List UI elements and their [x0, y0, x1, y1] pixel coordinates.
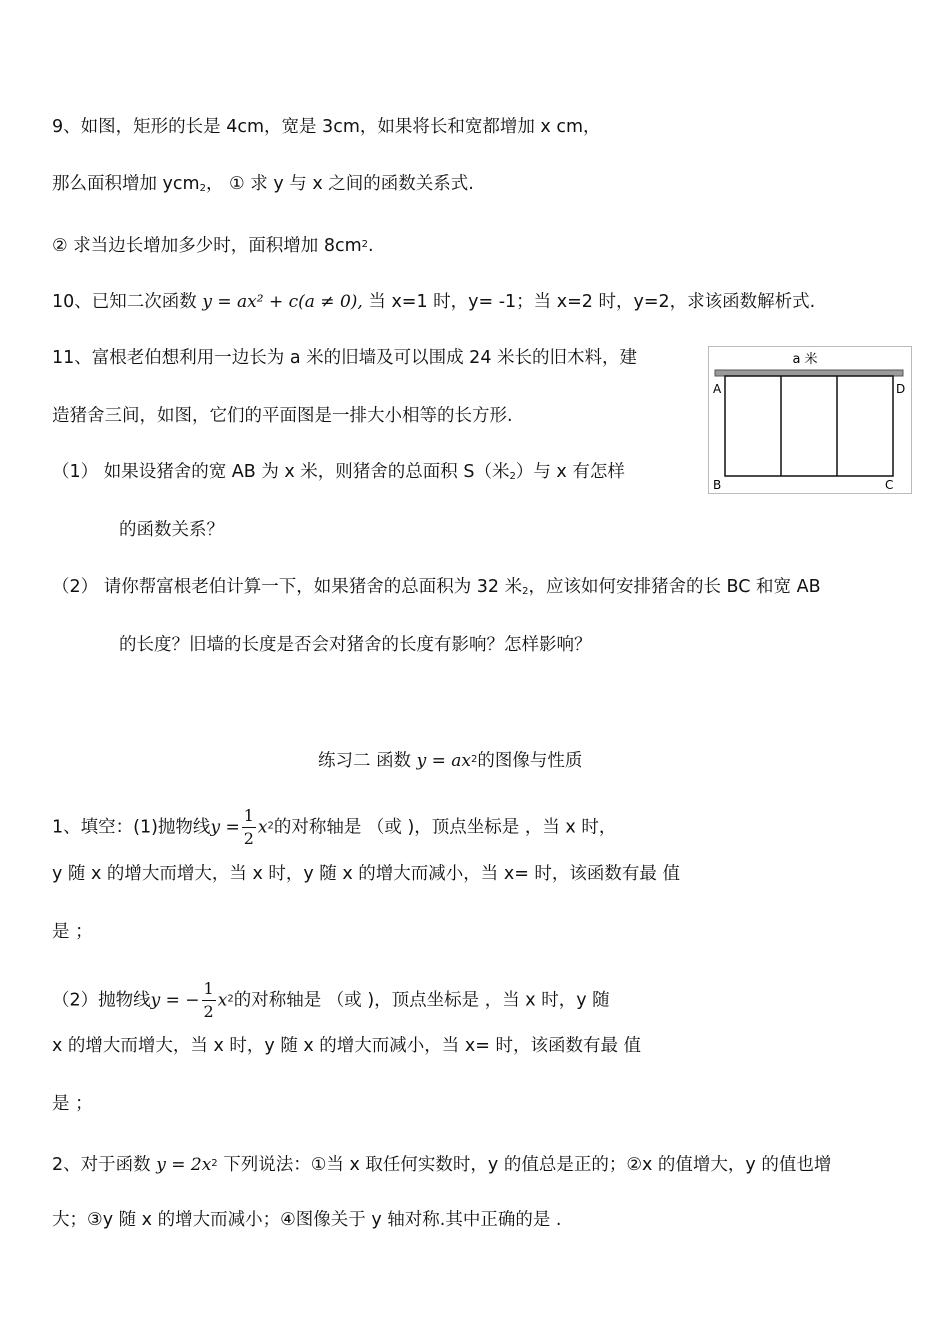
- e1-line-6: 是 ；: [52, 1094, 93, 1114]
- e1-formula-pre: y =: [210, 817, 240, 838]
- q9-sup-2: 2: [361, 239, 368, 250]
- pigsty-figure: [708, 346, 912, 494]
- e1-d-frac-num: 1: [202, 978, 216, 1001]
- q11-part-2-cont: 的长度？旧墙的长度是否会对猪舍的长度有影响？怎样影响？: [119, 635, 592, 655]
- q11-part-2-text-b: ，应该如何安排猪舍的长 BC 和宽 AB: [528, 577, 821, 597]
- e1-line-3: 是 ；: [52, 922, 93, 942]
- pigsty-diagram: [709, 347, 911, 493]
- q11-line-1: 11、富根老伯想利用一边长为 a 米的旧墙及可以围成 24 米长的旧木料，建: [52, 348, 638, 368]
- q9-line-3: [52, 233, 374, 258]
- e1-line-2: y 随 x 的增大而增大，当 x 时，y 随 x 的增大而减小，当 x= 时，该函数有最 值: [52, 864, 680, 884]
- q10-line: [52, 290, 815, 314]
- q11-line-2: 造猪舍三间，如图，它们的平面图是一排大小相等的长方形.: [52, 406, 513, 426]
- q11-part-1-cont: 的函数关系？: [119, 520, 224, 540]
- q9-line-2: [52, 172, 474, 201]
- q9-line-2-text: 那么面积增加 ycm: [52, 174, 200, 194]
- pigsty-outline: [725, 376, 893, 476]
- e1-d-frac-den: 2: [203, 1002, 214, 1021]
- figure-label-top: a 米: [792, 352, 818, 367]
- e1-line-1-b: 的对称轴是 （或 )，顶点坐标是 ，当 x 时，: [273, 817, 617, 838]
- e2-line-1-a: 2、对于函数: [52, 1155, 151, 1175]
- section-title-a: 练习二 函数: [318, 751, 412, 771]
- e2-sup: 2: [211, 1158, 218, 1169]
- old-wall: [715, 370, 903, 376]
- e1-line-5: x 的增大而增大，当 x 时，y 随 x 的增大而减小，当 x= 时，该函数有最 值: [52, 1036, 642, 1056]
- q10-formula: y = ax² + c(a ≠ 0),: [202, 292, 363, 312]
- q9-line-3-end: .: [368, 236, 374, 256]
- e2-line-2: 大；③y 随 x 的增大而减小；④图像关于 y 轴对称.其中正确的是 .: [52, 1210, 562, 1230]
- e1-frac-num: 1: [242, 805, 256, 828]
- q11-part-2-text: 请你帮富根老伯计算一下，如果猪舍的总面积为 32 米: [103, 577, 523, 597]
- e1-line-1: [52, 805, 616, 850]
- q11-part-2: [52, 575, 821, 604]
- q11-part-2-num: （2）: [52, 577, 99, 597]
- q9-sub-2: 2: [199, 183, 206, 194]
- q11-part-1-sub: 2: [509, 471, 516, 482]
- e1-d-fraction: [202, 978, 216, 1023]
- label-A: A: [713, 382, 722, 396]
- q10-prefix: 10、已知二次函数: [52, 292, 197, 312]
- e2-line-1-b: 下列说法：①当 x 取任何实数时，y 的值总是正的；②x 的值增大，y 的值也增: [223, 1155, 832, 1175]
- q11-part-1-text-b: ）与 x 有怎样: [515, 462, 625, 482]
- e2-formula: y = 2x: [156, 1155, 212, 1175]
- e1-d-sup: 2: [227, 993, 234, 1005]
- q11-part-2-sub: 2: [522, 586, 529, 597]
- e1-line-4: [52, 978, 610, 1023]
- section-title-b: 的图像与性质: [477, 751, 583, 771]
- q11-part-1-num: （1）: [52, 462, 99, 482]
- q10-suffix: 当 x=1 时，y= -1；当 x=2 时，y=2，求该函数解析式.: [368, 292, 816, 312]
- e1-line-1-a: 1、填空：(1)抛物线: [52, 817, 211, 838]
- e1-line-4-a: （2）抛物线: [52, 990, 151, 1011]
- q9-line-2-text-b: ， ① 求 y 与 x 之间的函数关系式.: [205, 174, 474, 194]
- q11-part-1: [52, 460, 625, 489]
- section-title-sup: 2: [471, 754, 478, 765]
- e1-d-formula-post: x: [217, 990, 228, 1011]
- label-C: C: [885, 478, 894, 492]
- label-D: D: [896, 382, 906, 396]
- e1-d-formula-pre: y = −: [150, 990, 200, 1011]
- q9-line-1: 9、如图，矩形的长是 4cm，宽是 3cm，如果将长和宽都增加 x cm，: [52, 117, 601, 137]
- e1-formula-post: x: [257, 817, 268, 838]
- e1-line-4-b: 的对称轴是 （或 )，顶点坐标是 ，当 x 时，y 随: [233, 990, 610, 1011]
- e1-fraction: [242, 805, 256, 850]
- e1-sup: 2: [267, 820, 274, 832]
- q9-line-3-text: ② 求当边长增加多少时，面积增加 8cm: [52, 236, 362, 256]
- section-title: [318, 748, 582, 773]
- q11-part-1-text: 如果设猪舍的宽 AB 为 x 米，则猪舍的总面积 S（米: [103, 462, 510, 482]
- section-title-formula: y = ax: [416, 751, 472, 771]
- label-B: B: [713, 478, 722, 492]
- e1-frac-den: 2: [243, 829, 254, 848]
- e2-line-1: [52, 1152, 831, 1177]
